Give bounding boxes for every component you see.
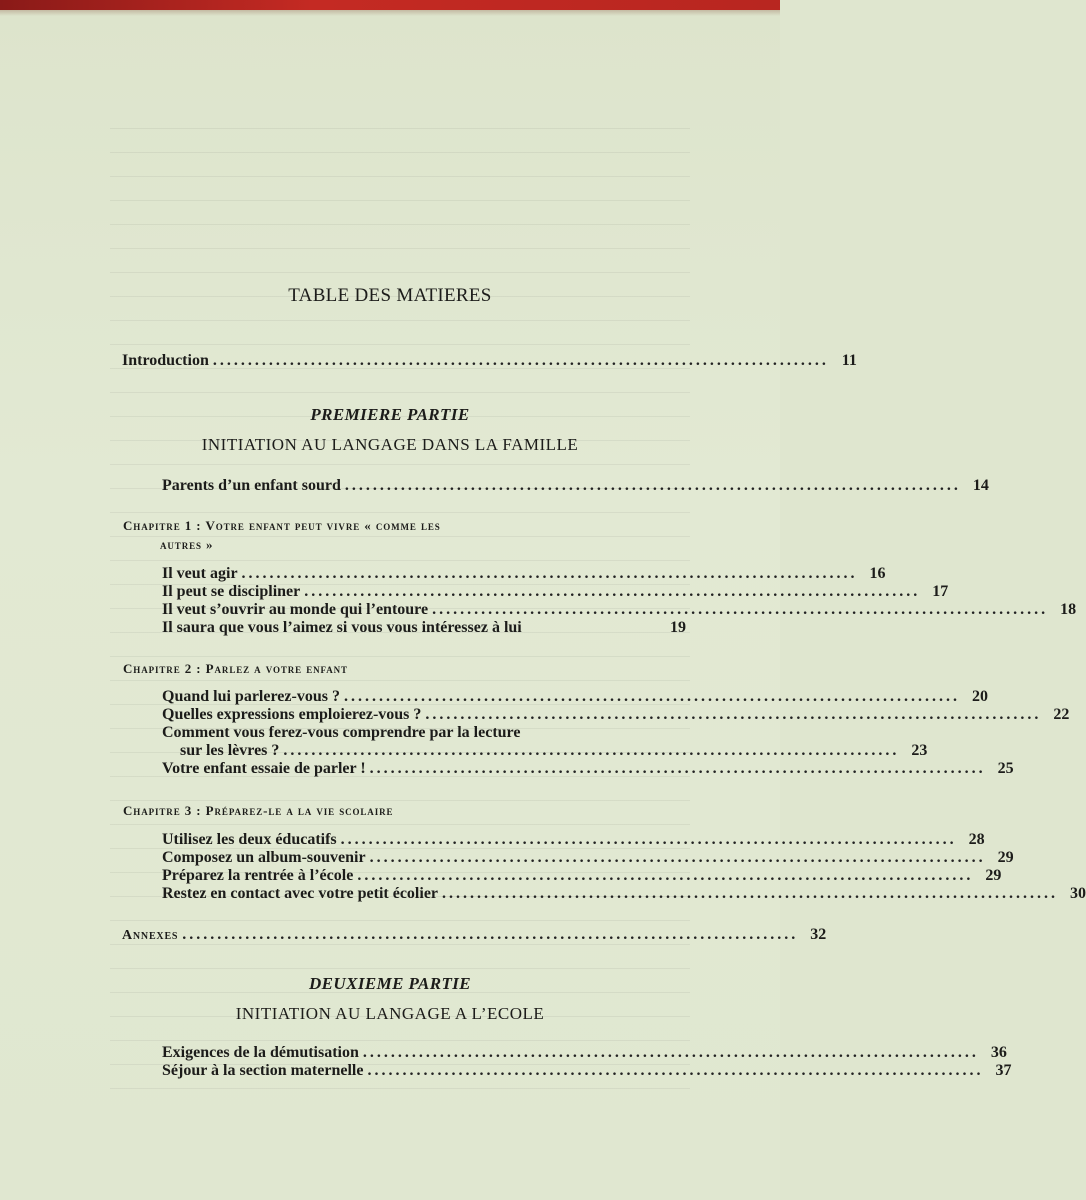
entry-label: Introduction xyxy=(122,352,209,369)
entry-page: 19 xyxy=(670,619,686,636)
chapter1-heading-line2: autres » xyxy=(160,537,214,552)
chapter3-heading: Chapitre 3 : Préparez-le a la vie scolaire xyxy=(123,803,394,818)
entry-label: Restez en contact avec votre petit écolier xyxy=(162,885,439,902)
entry-label: Quelles expressions emploierez-vous ? xyxy=(162,706,422,723)
page-title: TABLE DES MATIERES xyxy=(288,285,492,306)
toc-entry xyxy=(162,849,1014,869)
entry-page: 14 xyxy=(972,477,989,494)
leader-dots: ........................................................................................ xyxy=(304,583,921,600)
toc-entry xyxy=(162,831,985,851)
entry-label: Exigences de la démutisation xyxy=(162,1044,359,1061)
leader-dots: ........................................................................................ xyxy=(343,688,960,705)
entry-page: 17 xyxy=(932,583,949,600)
part1-title: INITIATION AU LANGAGE DANS LA FAMILLE xyxy=(201,435,579,454)
entry-label: Il veut agir xyxy=(162,565,238,582)
part1-label: PREMIERE PARTIE xyxy=(310,405,470,424)
entry-label: Séjour à la section maternelle xyxy=(162,1062,364,1079)
leader-dots: ........................................................................................ xyxy=(241,565,858,582)
leader-dots: ........................................................................................ xyxy=(344,477,961,494)
toc-entry xyxy=(162,706,1070,726)
chapter1-heading-cont xyxy=(160,535,680,555)
entry-label: Quand lui parlerez-vous ? xyxy=(162,688,340,705)
entry-page: 23 xyxy=(911,742,928,759)
leader-dots: ........................................................................................ xyxy=(357,867,974,884)
toc-entry xyxy=(162,1044,1007,1064)
leader-dots: ........................................................................................ xyxy=(340,831,957,848)
entry-page: 20 xyxy=(971,688,988,705)
leader-dots: ........................................................................................ xyxy=(442,885,1059,902)
toc-entry xyxy=(162,619,686,639)
entry-label: Il saura que vous l’aimez si vous vous intéressez à lui xyxy=(162,619,522,636)
leader-dots: ........................................................................................ xyxy=(212,352,829,369)
leader-dots: ........................................................................................ xyxy=(425,706,1042,723)
entry-label: Préparez la rentrée à l’école xyxy=(162,867,354,884)
toc-entry xyxy=(180,742,928,762)
entry-label: Comment vous ferez-vous comprendre par la lecture xyxy=(162,724,521,741)
toc-entry-wrapped-line1 xyxy=(162,724,638,744)
toc-entry xyxy=(162,688,988,708)
leader-dots: ........................................................................................ xyxy=(182,926,799,943)
entry-page: 22 xyxy=(1053,706,1070,723)
entry-label: Annexes xyxy=(122,928,179,943)
chapter1-heading xyxy=(123,516,643,536)
entry-page: 11 xyxy=(841,352,857,369)
leader-dots: ........................................................................................ xyxy=(369,849,986,866)
leader-dots: ........................................................................................ xyxy=(367,1062,984,1079)
entry-page: 16 xyxy=(869,565,886,582)
entry-label: Votre enfant essaie de parler ! xyxy=(162,760,366,777)
toc-entry xyxy=(162,601,1077,621)
leader-dots: ........................................................................................ xyxy=(362,1044,979,1061)
leader-dots: ........................................................................................ xyxy=(369,760,986,777)
entry-label: sur les lèvres ? xyxy=(180,742,280,759)
entry-page: 37 xyxy=(995,1062,1012,1079)
toc-entry xyxy=(162,583,949,603)
entry-page: 32 xyxy=(810,926,827,943)
entry-label: Composez un album-souvenir xyxy=(162,849,366,866)
leader-dots: ........................................................................................ xyxy=(283,742,900,759)
toc-entry xyxy=(162,760,1014,780)
entry-page: 30 xyxy=(1070,885,1086,902)
part2-label: DEUXIEME PARTIE xyxy=(308,974,472,993)
part2-title: INITIATION AU LANGAGE A L’ECOLE xyxy=(235,1004,545,1023)
entry-page: 36 xyxy=(990,1044,1007,1061)
entry-label: Utilisez les deux éducatifs xyxy=(162,831,337,848)
chapter1-heading-line1: Chapitre 1 : Votre enfant peut vivre « comme les xyxy=(123,518,441,533)
toc-entry-parents xyxy=(162,477,989,497)
toc-entry xyxy=(162,867,1002,887)
toc-entry-introduction xyxy=(122,352,857,372)
entry-page: 29 xyxy=(997,849,1014,866)
entry-page: 28 xyxy=(968,831,985,848)
entry-label: Parents d’un enfant sourd xyxy=(162,477,341,494)
entry-page: 29 xyxy=(985,867,1002,884)
leader-dots: ........................................................................................ xyxy=(432,601,1049,618)
entry-label: Il peut se discipliner xyxy=(162,583,301,600)
entry-label: Il veut s’ouvrir au monde qui l’entoure xyxy=(162,601,429,618)
entry-page: 25 xyxy=(997,760,1014,777)
toc-entry xyxy=(162,885,1086,905)
toc-entry xyxy=(162,565,886,585)
chapter2-heading: Chapitre 2 : Parlez a votre enfant xyxy=(123,661,348,676)
entry-page: 18 xyxy=(1060,601,1077,618)
toc-entry-annexes xyxy=(122,926,827,946)
toc-entry xyxy=(162,1062,1012,1082)
